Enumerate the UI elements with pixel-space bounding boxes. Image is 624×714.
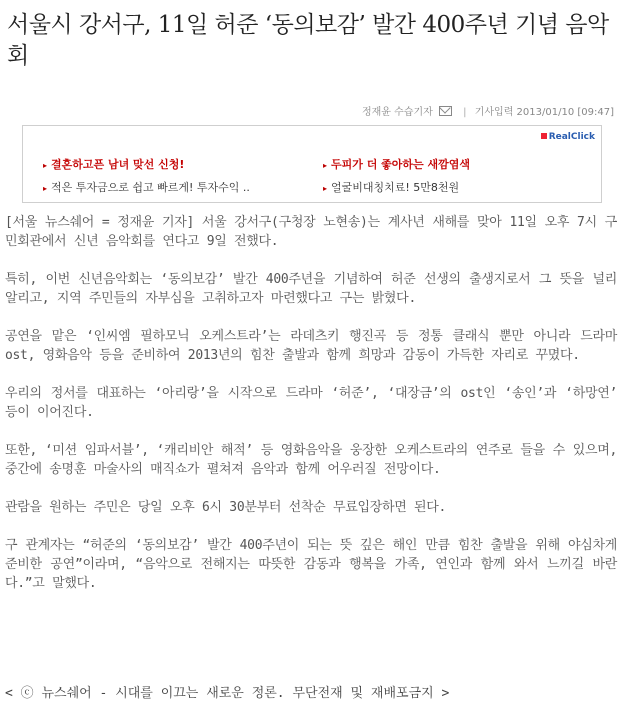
article-paragraph-6: 관람을 원하는 주민은 당일 오후 6시 30분부터 선착순 무료입장하면 된다.	[5, 500, 447, 515]
article-body	[5, 213, 617, 612]
article-paragraph-4: 우리의 정서를 대표하는 ‘아리랑’을 시작으로 드라마 ‘허준’, ‘대장금’의 ost인 ‘송인’과 ‘하망연’ 등이 이어진다.	[5, 386, 617, 420]
byline	[362, 103, 614, 118]
ad-link-1[interactable]: ▸ 결혼하고픈 남녀 맞선 신청!	[43, 156, 184, 172]
copyright-footer: < ⓒ 뉴스쉐어 - 시대를 이끄는 새로운 정론. 무단전재 및 재배포금지 >	[5, 686, 450, 701]
realclick-mark-icon	[541, 133, 547, 139]
realclick-brand: RealClick	[548, 132, 595, 142]
email-icon[interactable]	[439, 106, 452, 116]
article-headline: 서울시 강서구, 11일 허준 ‘동의보감’ 발간 400주년 기념 음악회	[7, 12, 609, 69]
ad-link-4[interactable]: ▸ 얼굴비대칭치료! 5만8천원	[323, 179, 459, 195]
article-paragraph-3: 공연을 맡은 ‘인씨엠 필하모닉 오케스트라’는 라데츠키 행진곡 등 정통 클래식 뿐만 아니라 드라마 ost, 영화음악 등을 준비하여 2013년의 힘찬 출발과 함께 희망과 감동이 가득한 자리로 꾸몄다.	[5, 329, 617, 363]
byline-divider: |	[463, 107, 467, 118]
article-paragraph-1: [서울 뉴스쉐어 = 정재윤 기자] 서울 강서구(구청장 노현송)는 계사년 새해를 맞아 11일 오후 7시 구민회관에서 신년 음악회를 연다고 9일 전했다.	[5, 215, 617, 249]
article-paragraph-2: 특히, 이번 신년음악회는 ‘동의보감’ 발간 400주년을 기념하여 허준 선생의 출생지로서 그 뜻을 널리 알리고, 지역 주민들의 자부심을 고취하고자 마련했다고 구는 밝혔다.	[5, 272, 617, 306]
published-date: 기사입력 2013/01/10 [09:47]	[474, 107, 614, 118]
article-paragraph-5: 또한, ‘미션 임파서블’, ‘캐리비안 해적’ 등 영화음악을 웅장한 오케스트라의 연주로 들을 수 있으며, 중간에 송명훈 마술사의 매직쇼가 펼쳐져 음악과 함께 어우러질 전망이다.	[5, 443, 617, 477]
realclick-logo[interactable]	[541, 132, 595, 142]
article-paragraph-7: 구 관계자는 “허준의 ‘동의보감’ 발간 400주년이 되는 뜻 깊은 해인 만큼 힘찬 출발을 위해 야심차게 준비한 공연”이라며, “음악으로 전해지는 따뜻한 감동과 행복을 가족, 연인과 함께 와서 느끼길 바란다.”고 말했다.	[5, 538, 617, 591]
ad-link-2[interactable]: ▸ 두피가 더 좋아하는 새깜염색	[323, 156, 470, 172]
ad-link-3[interactable]: ▸ 적은 투자금으로 쉽고 빠르게! 투자수익 ..	[43, 179, 250, 195]
ad-box	[22, 125, 602, 203]
reporter-name[interactable]: 정재윤 수습기자	[361, 107, 433, 118]
